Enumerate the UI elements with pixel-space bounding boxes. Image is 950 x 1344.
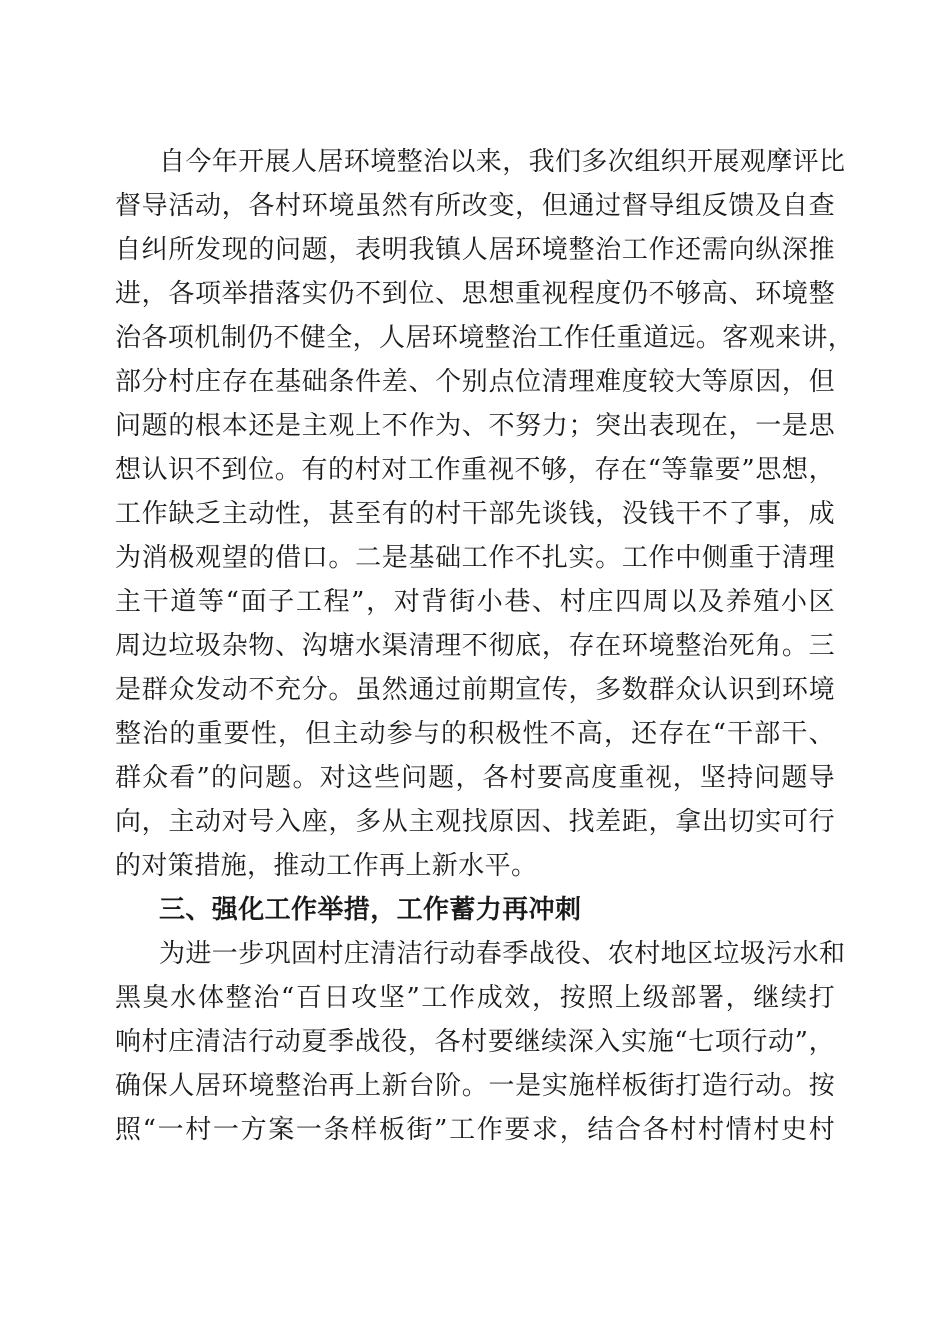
paragraph-line: 工作缺乏主动性，甚至有的村干部先谈钱，没钱干不了事，成 [115,499,835,529]
paragraph-line: 向，主动对号入座，多从主观找原因、找差距，拿出切实可行 [115,807,835,837]
paragraph-line: 主干道等“面子工程”，对背街小巷、村庄四周以及养殖小区 [115,587,835,617]
paragraph-line: 的对策措施，推动工作再上新水平。 [115,851,538,881]
paragraph-measures [115,932,846,1152]
paragraph-line: 照“一村一方案一条样板街”工作要求，结合各村村情村史村 [115,1115,835,1145]
section-heading: 三、强化工作举措，工作蓄力再冲刺 [159,895,582,925]
paragraph-line: 治各项机制仍不健全，人居环境整治工作任重道远。客观来讲， [115,323,855,353]
paragraph-line: 督导活动，各村环境虽然有所改变，但通过督导组反馈及自查 [115,191,835,221]
paragraph-problems [115,140,855,888]
paragraph-line: 是群众发动不充分。虽然通过前期宣传，多数群众认识到环境 [115,675,835,705]
paragraph-line: 响村庄清洁行动夏季战役，各村要继续深入实施“七项行动”， [115,1027,835,1057]
paragraph-line: 想认识不到位。有的村对工作重视不够，存在“等靠要”思想， [115,455,835,485]
paragraph-line: 群众看”的问题。对这些问题，各村要高度重视，坚持问题导 [115,763,835,793]
paragraph-line: 为消极观望的借口。二是基础工作不扎实。工作中侧重于清理 [115,543,835,573]
document-body [115,140,855,1152]
paragraph-line: 自纠所发现的问题，表明我镇人居环境整治工作还需向纵深推 [115,235,835,265]
paragraph-line: 为进一步巩固村庄清洁行动春季战役、农村地区垃圾污水和 [159,939,846,969]
paragraph-line: 部分村庄存在基础条件差、个别点位清理难度较大等原因，但 [115,367,835,397]
paragraph-line: 确保人居环境整治再上新台阶。一是实施样板街打造行动。按 [115,1071,835,1101]
paragraph-line: 进，各项举措落实仍不到位、思想重视程度仍不够高、环境整 [115,279,835,309]
paragraph-line: 自今年开展人居环境整治以来，我们多次组织开展观摩评比 [159,147,846,177]
paragraph-line: 整治的重要性，但主动参与的积极性不高，还存在“干部干、 [115,719,835,749]
paragraph-line: 问题的根本还是主观上不作为、不努力；突出表现在，一是思 [115,411,835,441]
paragraph-line: 黑臭水体整治“百日攻坚”工作成效，按照上级部署，继续打 [115,983,835,1013]
paragraph-line: 周边垃圾杂物、沟塘水渠清理不彻底，存在环境整治死角。三 [115,631,835,661]
